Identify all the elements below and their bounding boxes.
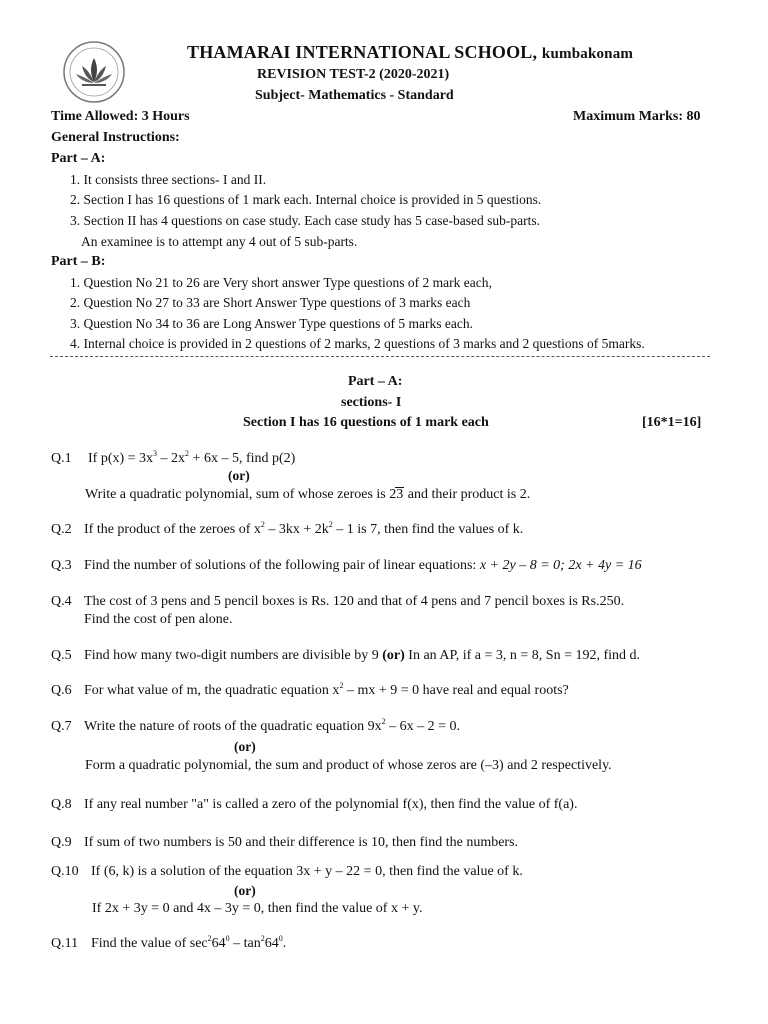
school-name: THAMARAI INTERNATIONAL SCHOOL, kumbakonam — [187, 42, 634, 62]
q7-number: Q.7 — [51, 719, 72, 734]
q10-number: Q.10 — [51, 864, 79, 879]
section-marks: [16*1=16] — [642, 415, 702, 430]
instruction-a3: 3. Section II has 4 questions on case study. Each case study has 5 case-based sub-parts. — [70, 213, 541, 228]
q8-text: If any real number "a" is called a zero of the polynomial f(x), then find the value of f(a). — [84, 797, 578, 812]
instruction-a2: 2. Section I has 16 questions of 1 mark each. Internal choice is provided in 5 questions. — [70, 192, 542, 207]
q9-number: Q.9 — [51, 835, 72, 850]
q10-text: If (6, k) is a solution of the equation 3x + y – 22 = 0, then find the value of k. — [91, 864, 523, 879]
q4-text-line2: Find the cost of pen alone. — [84, 612, 233, 627]
q3-text: Find the number of solutions of the following pair of linear equations: x + 2y – 8 = 0; 2x + 4y = 16 — [84, 558, 642, 573]
subject-line: Subject- Mathematics - Standard — [255, 88, 454, 103]
q10-or: (or) — [234, 883, 256, 898]
instruction-a4: An examinee is to attempt any 4 out of 5 sub-parts. — [81, 234, 358, 249]
instruction-b3: 3. Question No 34 to 36 are Long Answer Type questions of 5 marks each. — [70, 316, 473, 331]
q6-number: Q.6 — [51, 683, 72, 698]
dashed-divider — [50, 356, 710, 357]
q1-text: If $p(x) = 3x^3 - 2x^2 + 6x - 5$, find p(2) — [88, 449, 296, 466]
q2-text: If the product of the zeroes of $x^2 - 3kx + 2k^2 - 1$ is 7, then find the values of k. — [84, 520, 524, 537]
time-allowed: Time Allowed: 3 Hours — [51, 109, 190, 124]
q4-number: Q.4 — [51, 594, 72, 609]
q7-or: (or) — [234, 739, 256, 754]
q9-text: If sum of two numbers is 50 and their difference is 10, then find the numbers. — [84, 835, 519, 850]
q1-number: Q.1 — [51, 451, 72, 466]
q10-alt-text: If 2x + 3y = 0 and 4x – 3y = 0, then find the value of x + y. — [92, 901, 423, 916]
instruction-b1: 1. Question No 21 to 26 are Very short answer Type questions of 2 mark each, — [70, 275, 492, 290]
instructions-heading: General Instructions: — [51, 130, 180, 145]
q4-text-line1: The cost of 3 pens and 5 pencil boxes is Rs. 120 and that of 4 pens and 7 pencil boxes is Rs.250. — [84, 594, 625, 609]
section-name: sections- I — [341, 395, 402, 410]
q7-alt-text: Form a quadratic polynomial, the sum and product of whose zeros are (–3) and 2 respectively. — [85, 758, 612, 773]
q11-text: Find the value of $\sec^264^0 - \tan^264^0$. — [91, 934, 287, 951]
test-title: REVISION TEST-2 (2020-2021) — [257, 67, 450, 82]
instruction-b2: 2. Question No 27 to 33 are Short Answer Type questions of 3 marks each — [70, 295, 471, 310]
max-marks: Maximum Marks: 80 — [573, 109, 701, 124]
q5-number: Q.5 — [51, 648, 72, 663]
q3-number: Q.3 — [51, 558, 72, 573]
school-logo-icon — [60, 38, 128, 106]
q6-text: For what value of m, the quadratic equation $x^2$ – mx + 9 = 0 have real and equal roots? — [84, 681, 569, 698]
q1-alt-text: Write a quadratic polynomial, sum of whose zeroes is 23 and their product is 2. — [85, 487, 531, 502]
q1-or: (or) — [228, 468, 250, 483]
part-a-heading: Part – A: — [51, 151, 106, 166]
q2-number: Q.2 — [51, 522, 72, 537]
section-part: Part – A: — [348, 374, 403, 389]
q5-text: Find how many two-digit numbers are divisible by 9 (or) In an AP, if a = 3, n = 8, Sn = 192, find d. — [84, 648, 641, 663]
instruction-a1: 1. It consists three sections- I and II. — [70, 172, 267, 187]
section-description: Section I has 16 questions of 1 mark each — [243, 415, 489, 430]
q8-number: Q.8 — [51, 797, 72, 812]
q11-number: Q.11 — [51, 936, 79, 951]
part-b-heading: Part – B: — [51, 254, 106, 269]
instruction-b4: 4. Internal choice is provided in 2 questions of 2 marks, 2 questions of 3 marks and 2 questions of 5marks. — [70, 336, 645, 351]
q7-text: Write the nature of roots of the quadratic equation $9x^2 - 6x - 2 = 0$. — [84, 717, 461, 734]
